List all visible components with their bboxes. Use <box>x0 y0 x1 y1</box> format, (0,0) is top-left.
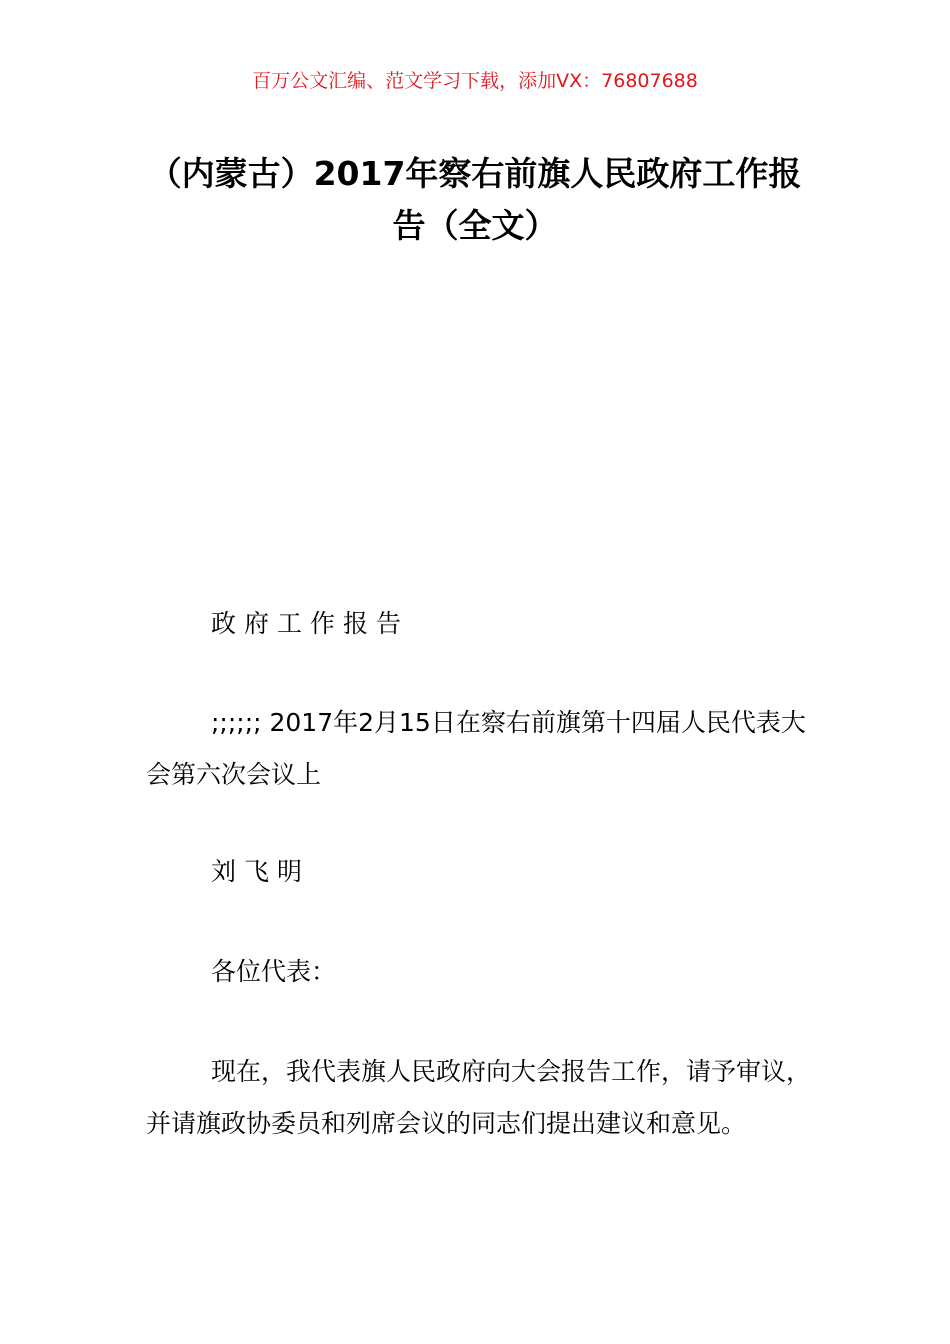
header-note: 百万公文汇编、范文学习下载，添加VX：76807688 <box>252 70 698 92</box>
opening-paragraph: 现在，我代表旗人民政府向大会报告工作，请予审议，并请旗政协委员和列席会议的同志们提出建议和意见。 <box>146 1057 812 1138</box>
report-heading: 政府工作报告 <box>211 609 410 638</box>
author-name: 刘飞明 <box>211 857 311 886</box>
salutation: 各位代表： <box>211 957 337 986</box>
document-title: （内蒙古）2017年察右前旗人民政府工作报告（全文） <box>148 154 802 245</box>
meeting-line: ;;;;;; 2017年2月15日在察右前旗第十四届人民代表大会第六次会议上 <box>146 708 806 789</box>
